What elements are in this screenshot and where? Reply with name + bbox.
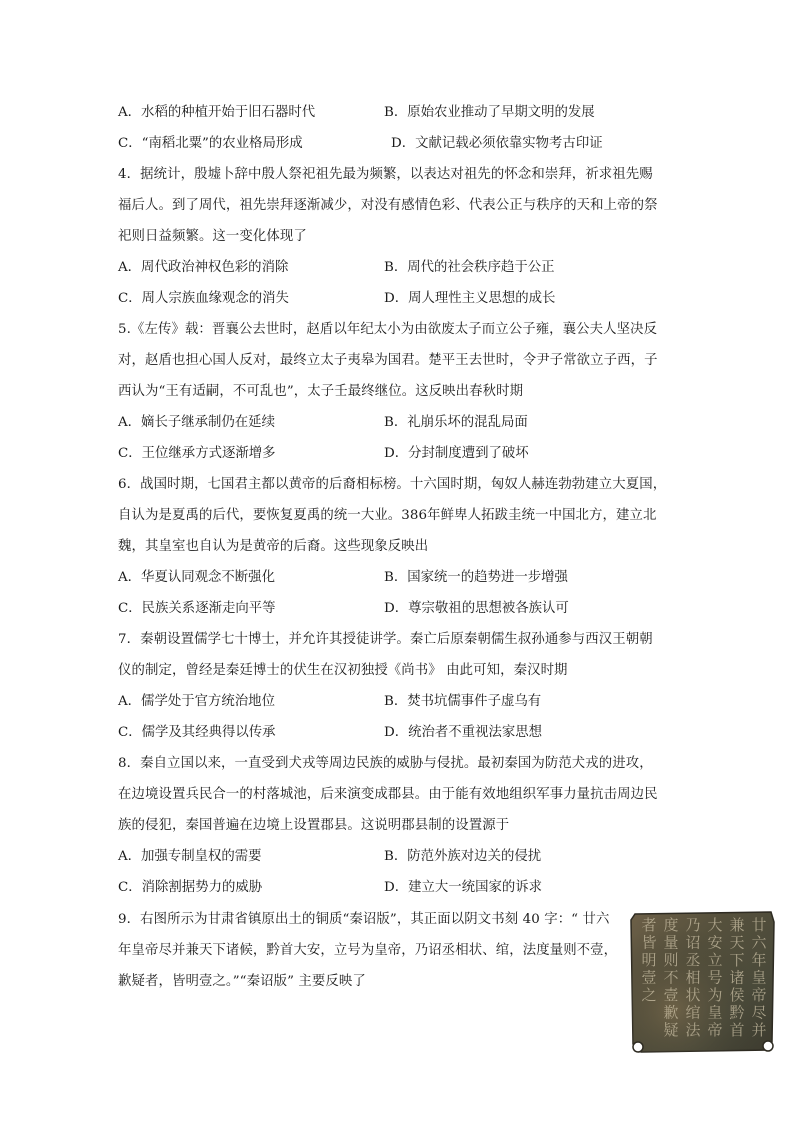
- plate-glyph: 下: [729, 951, 745, 969]
- q3-option-a: A．水稻的种植开始于旧石器时代: [118, 105, 316, 120]
- q3-option-b: B．原始农业推动了早期文明的发展: [384, 105, 595, 120]
- q6-stem-line-2: 自认为是夏禹的后代，要恢复夏禹的统一大业。386年鲜卑人拓跋圭统一中国北方，建立北: [118, 508, 657, 523]
- q7-option-d: D．统治者不重视法家思想: [384, 725, 543, 740]
- plate-glyph: 皇: [707, 1003, 723, 1022]
- plate-glyph: 疑: [663, 1021, 679, 1039]
- q8-stem-line-1: 8．秦自立国以来，一直受到犬戎等周边民族的威胁与侵扰。最初秦国为防范犬戎的进攻，: [118, 756, 653, 771]
- q7-stem-line-1: 7．秦朝设置儒学七十博士，并允许其授徒讲学。秦亡后原秦朝儒生叔孙通参与西汉王朝朝: [118, 632, 653, 647]
- q4-stem-line-1: 4．据统计，殷墟卜辞中殷人祭祀祖先最为频繁，以表达对祖先的怀念和崇拜，祈求祖先赐: [118, 167, 653, 182]
- plate-glyph: 帝: [751, 986, 767, 1004]
- q7-option-c: C．儒学及其经典得以传承: [118, 725, 276, 740]
- q5-stem-line-1: 5.《左传》载：晋襄公去世时，赵盾以年纪太小为由欲废太子而立公子雍，襄公夫人坚决反: [118, 322, 658, 337]
- q4-stem-line-2: 福后人。到了周代，祖先崇拜逐渐减少，对没有感情色彩、代表公正与秩序的天和上帝的祭: [118, 198, 658, 213]
- plate-glyph: 诸: [729, 968, 745, 987]
- qin-edict-plate-drawing: [629, 910, 777, 1056]
- plate-glyph: 天: [729, 933, 745, 952]
- plate-glyph: 安: [707, 933, 723, 952]
- q5-stem-line-2: 对，赵盾也担心国人反对，最终立太子夷皋为国君。楚平王去世时，令尹子常欲立子西，子: [118, 353, 658, 368]
- plate-glyph: 状: [685, 986, 701, 1004]
- plate-glyph: 法: [685, 1021, 701, 1039]
- q7-option-a: A．儒学处于官方统治地位: [118, 694, 275, 709]
- plate-glyph: 壹: [641, 968, 657, 987]
- q5-option-a: A．嫡长子继承制仍在延续: [118, 415, 275, 430]
- plate-glyph: 黔: [729, 1003, 745, 1022]
- q7-stem-line-2: 仪的制定，曾经是秦廷博士的伏生在汉初独授《尚书》 由此可知，秦汉时期: [118, 663, 568, 678]
- plate-glyph: 壹: [663, 986, 679, 1004]
- q8-option-a: A．加强专制皇权的需要: [118, 849, 262, 864]
- plate-glyph: 相: [685, 968, 701, 987]
- q5-stem-line-3: 西认为“王有适嗣，不可乱也”，太子壬最终继位。这反映出春秋时期: [118, 384, 524, 399]
- q5-option-b: B．礼崩乐坏的混乱局面: [384, 415, 528, 430]
- plate-glyph: 首: [729, 1021, 745, 1039]
- q4-option-a: A．周代政治神权色彩的消除: [118, 260, 289, 275]
- q4-stem-line-3: 祀则日益频繁。这一变化体现了: [118, 229, 307, 244]
- plate-glyph: 皆: [641, 933, 657, 952]
- plate-glyph: 为: [707, 986, 723, 1004]
- plate-glyph: 侯: [729, 986, 745, 1004]
- plate-glyph: 者: [641, 916, 657, 934]
- q9-stem-line-1: 9．右图所示为甘肃省镇原出土的铜质“秦诏版”，其正面以阴文书刻 40 字：“ 廿六: [118, 912, 610, 927]
- plate-glyph: 明: [641, 951, 657, 969]
- plate-glyph: 量: [663, 933, 679, 952]
- q4-option-d: D．周人理性主义思想的成长: [384, 291, 556, 306]
- qin-edict-plate-image: [629, 910, 777, 1056]
- q6-stem-line-3: 魏，其皇室也自认为是黄帝的后裔。这些现象反映出: [118, 539, 429, 554]
- plate-glyph: 帝: [707, 1021, 723, 1039]
- plate-glyph: 兼: [729, 916, 745, 934]
- plate-glyph: 诏: [685, 933, 701, 952]
- plate-glyph: 年: [751, 951, 767, 969]
- q8-option-c: C．消除割据势力的威胁: [118, 880, 263, 895]
- plate-glyph: 立: [707, 951, 723, 969]
- q6-option-a: A．华夏认同观念不断强化: [118, 570, 275, 585]
- q5-option-c: C．王位继承方式逐渐增多: [118, 446, 276, 461]
- q6-stem-line-1: 6．战国时期，七国君主都以黄帝的后裔相标榜。十六国时期，匈奴人赫连勃勃建立大夏国，: [118, 477, 667, 492]
- plate-glyph: 丞: [685, 951, 701, 969]
- plate-glyph: 并: [751, 1021, 767, 1039]
- q4-option-c: C．周人宗族血缘观念的消失: [118, 291, 289, 306]
- q4-option-b: B．周代的社会秩序趋于公正: [384, 260, 555, 275]
- plate-glyph: 之: [641, 986, 657, 1004]
- q8-stem-line-3: 族的侵犯，秦国普遍在边境上设置郡县。这说明郡县制的设置源于: [118, 818, 510, 833]
- plate-glyph: 乃: [685, 916, 701, 934]
- q3-option-d: D．文献记载必须依靠实物考古印证: [391, 136, 603, 151]
- q8-stem-line-2: 在边境设置兵民合一的村落城池，后来演变成郡县。由于能有效地组织军事力量抗击周边民: [118, 787, 658, 802]
- q8-option-d: D．建立大一统国家的诉求: [384, 880, 543, 895]
- plate-glyph: 六: [751, 933, 767, 952]
- plate-glyph: 大: [707, 916, 723, 934]
- plate-glyph: 度: [663, 916, 679, 934]
- q8-option-b: B．防范外族对边关的侵扰: [384, 849, 542, 864]
- plate-glyph: 号: [707, 968, 723, 987]
- q5-option-d: D．分封制度遭到了破坏: [384, 446, 529, 461]
- q3-option-c: C．“南稻北粟”的农业格局形成: [118, 136, 303, 151]
- plate-glyph: 皇: [751, 968, 767, 987]
- q9-stem-line-3: 歉疑者，皆明壹之。”“秦诏版” 主要反映了: [118, 974, 366, 989]
- plate-glyph: 廿: [751, 916, 767, 934]
- plate-glyph: 绾: [685, 1003, 701, 1022]
- plate-glyph: 则: [663, 951, 679, 969]
- q6-option-b: B．国家统一的趋势进一步增强: [384, 570, 568, 585]
- plate-glyph: 尽: [751, 1003, 767, 1022]
- plate-glyph: 不: [663, 968, 679, 987]
- plate-glyph: 歉: [663, 1003, 679, 1022]
- q6-option-d: D．尊宗敬祖的思想被各族认可: [384, 601, 569, 616]
- q9-stem-line-2: 年皇帝尽并兼天下诸候，黔首大安，立号为皇帝，乃诏丞相状、绾，法度量则不壹，: [118, 943, 618, 958]
- q6-option-c: C．民族关系逐渐走向平等: [118, 601, 276, 616]
- q7-option-b: B．焚书坑儒事件子虚乌有: [384, 694, 542, 709]
